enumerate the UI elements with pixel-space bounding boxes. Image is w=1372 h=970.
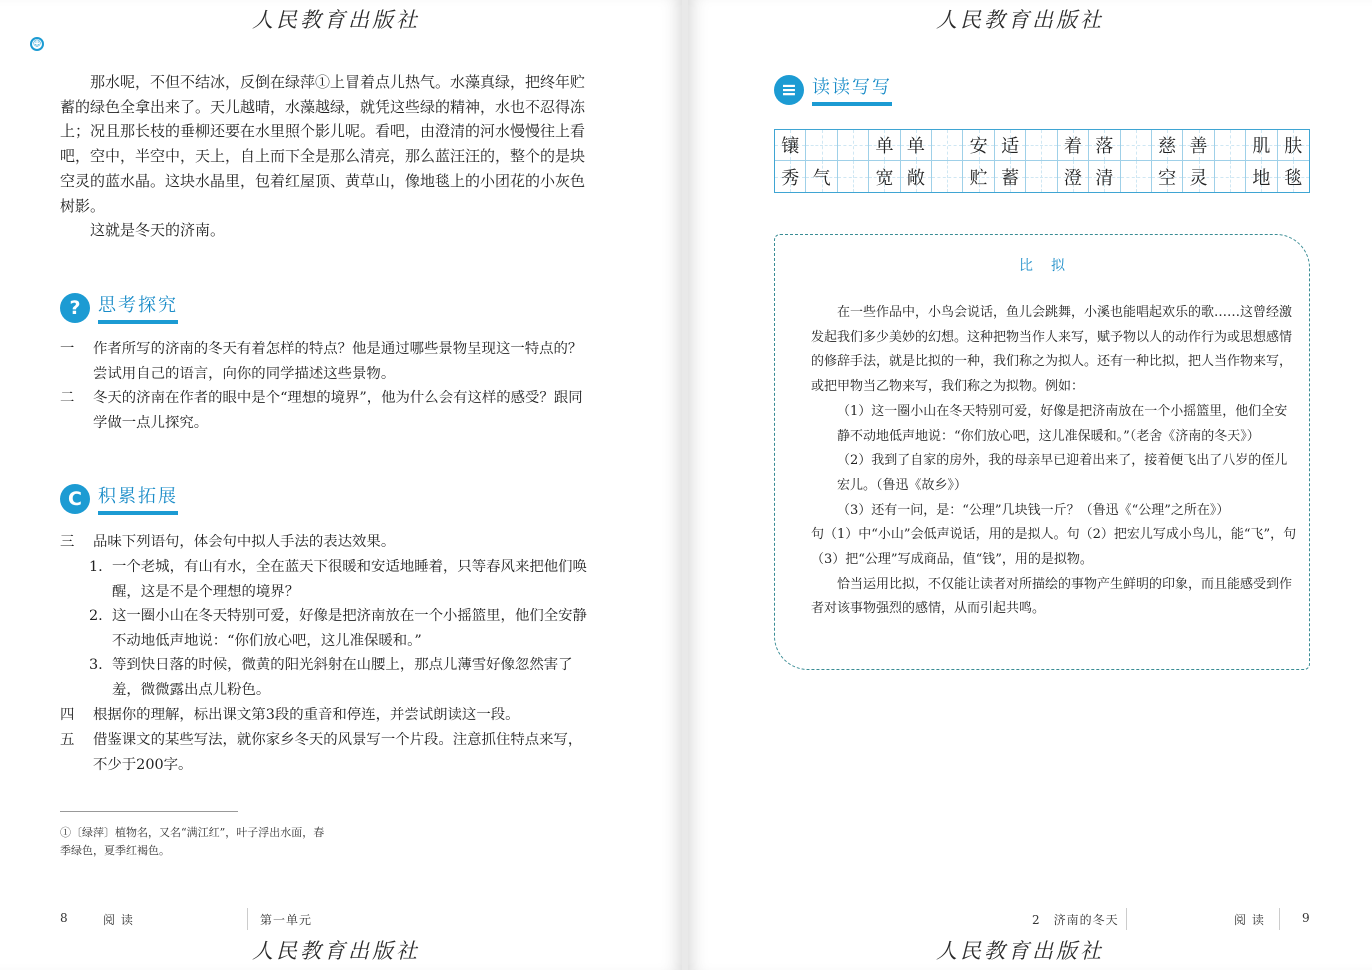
grid-character: 安 bbox=[969, 136, 988, 157]
grid-cell bbox=[1121, 130, 1152, 161]
smiley-icon: ☺ bbox=[30, 37, 44, 51]
grid-cell bbox=[901, 161, 932, 192]
grid-cell bbox=[1183, 161, 1214, 192]
passage-text bbox=[60, 70, 595, 243]
sub-question-text: 这一圈小山在冬天特别可爱，好像是把济南放在一个小摇篮里，他们全安静不动地低声地说：“你们放心吧，这儿准保暖和。” bbox=[112, 608, 587, 649]
section-heading-extend bbox=[60, 482, 178, 515]
box-analysis: 句（1）中“小山”会低声说话，用的是拟人。句（2）把宏儿写成小鸟儿，能“飞”，句（3）把“公理”写成商品，值“钱”，用的是拟物。 bbox=[811, 527, 1297, 568]
question-number: 四 bbox=[60, 707, 75, 723]
footer-divider bbox=[247, 908, 248, 930]
left-page bbox=[0, 0, 682, 970]
grid-character: 善 bbox=[1189, 136, 1208, 157]
question-number: 三 bbox=[60, 534, 75, 550]
grid-character: 蓄 bbox=[1001, 167, 1020, 189]
sub-question-item bbox=[60, 653, 596, 702]
grid-cell bbox=[932, 161, 963, 192]
box-example bbox=[811, 449, 1297, 498]
sub-question-text: 一个老城，有山有水，全在蓝天下很暖和安适地睡着，只等春风来把他们唤醒，这是不是个理想的境界？ bbox=[112, 559, 587, 600]
grid-cell bbox=[1121, 161, 1152, 192]
section-title: 积累拓展 bbox=[98, 482, 178, 515]
grid-cell bbox=[995, 161, 1026, 192]
grid-character: 宽 bbox=[875, 167, 894, 189]
grid-cell bbox=[838, 161, 869, 192]
grid-cell bbox=[838, 130, 869, 161]
word-grid bbox=[774, 129, 1310, 193]
section-title: 读读写写 bbox=[812, 73, 892, 106]
question-text: 冬天的济南在作者的眼中是个“理想的境界”，他为什么会有这样的感受？跟同学做一点儿探究。 bbox=[93, 390, 583, 431]
grid-cell bbox=[1183, 130, 1214, 161]
grid-cell bbox=[1089, 161, 1120, 192]
footer-label: 阅 读 bbox=[103, 913, 134, 927]
grid-character: 空 bbox=[1158, 167, 1177, 189]
grid-cell bbox=[1058, 161, 1089, 192]
grid-character: 单 bbox=[875, 136, 894, 157]
section-heading-think bbox=[60, 291, 178, 324]
grid-cell bbox=[1246, 130, 1277, 161]
grid-character: 秀 bbox=[781, 167, 800, 189]
example-text: （2）我到了自家的房外，我的母亲早已迎着出来了，接着便飞出了八岁的侄儿宏儿。（鲁迅《故乡》） bbox=[837, 453, 1288, 493]
grid-cell bbox=[1026, 161, 1057, 192]
grid-character: 毯 bbox=[1284, 167, 1303, 189]
passage-paragraph: 这就是冬天的济南。 bbox=[90, 221, 226, 240]
question-item bbox=[60, 386, 596, 435]
grid-cell bbox=[1278, 161, 1309, 192]
page-number: 9 bbox=[1302, 911, 1311, 925]
grid-character: 肌 bbox=[1252, 136, 1271, 157]
grid-cell bbox=[1152, 130, 1183, 161]
grid-character: 镶 bbox=[781, 136, 800, 157]
grid-character: 地 bbox=[1252, 167, 1271, 189]
grid-cell bbox=[1152, 161, 1183, 192]
page-number: 8 bbox=[60, 911, 69, 925]
publisher-logo-bottom: 人民教育出版社 bbox=[252, 939, 420, 963]
sub-question-number: 1. bbox=[89, 559, 103, 575]
grid-cell bbox=[806, 161, 837, 192]
question-text: 借鉴课文的某些写法，就你家乡冬天的风景写一个片段。注意抓住特点来写，不少于200字。 bbox=[93, 732, 583, 773]
grid-character: 着 bbox=[1063, 136, 1082, 157]
question-text: 根据你的理解，标出课文第3段的重音和停连，并尝试朗读这一段。 bbox=[93, 707, 520, 723]
grid-character: 灵 bbox=[1189, 167, 1208, 189]
box-intro: 在一些作品中，小鸟会说话，鱼儿会跳舞，小溪也能唱起欢乐的歌……这曾经激发起我们多少美妙的幻想。这种把物当作人来写，赋予物以人的动作行为或思想感情的修辞手法，就是比拟的一种，我们称之为拟人。还有一种比拟，把人当作物来写，或把甲物当乙物来写，我们称之为拟物。例如： bbox=[811, 305, 1293, 395]
footnote-divider bbox=[60, 811, 238, 812]
grid-cell bbox=[963, 161, 994, 192]
grid-character: 单 bbox=[906, 136, 925, 157]
box-example bbox=[811, 400, 1297, 449]
section-heading-readwrite bbox=[774, 73, 892, 106]
grid-cell bbox=[1215, 161, 1246, 192]
question-icon: ? bbox=[60, 293, 90, 323]
question-number: 五 bbox=[60, 732, 75, 748]
grid-character: 气 bbox=[812, 167, 831, 189]
footer-lesson: 2 济南的冬天 bbox=[1032, 913, 1119, 927]
sub-question-number: 3. bbox=[89, 657, 103, 673]
grid-character: 慈 bbox=[1158, 136, 1177, 157]
passage-paragraph: 那水呢，不但不结冰，反倒在绿萍①上冒着点儿热气。水藻真绿，把终年贮蓄的绿色全拿出来了。天儿越晴，水藻越绿，就凭这些绿的精神，水也不忍得冻上；况且那长枝的垂柳还要在水里照个影儿呢。看吧，由澄清的河水慢慢往上看吧，空中，半空中，天上，自上而下全是那么清亮，那么蓝汪汪的，整个的是块空灵的蓝水晶。这块水晶里，包着红屋顶、黄草山，像地毯上的小团花的小灰色树影。 bbox=[60, 73, 586, 215]
question-item bbox=[60, 728, 596, 777]
sub-question-number: 2. bbox=[89, 608, 103, 624]
grid-character: 清 bbox=[1095, 167, 1114, 189]
footer-divider bbox=[1279, 908, 1280, 930]
example-text: （3）还有一问，是：“公理”几块钱一斤？（鲁迅《“公理”之所在》） bbox=[837, 502, 1230, 518]
grid-character: 贮 bbox=[969, 167, 988, 189]
grid-cell bbox=[932, 130, 963, 161]
refresh-icon: C bbox=[60, 484, 90, 514]
footer-unit: 第一单元 bbox=[260, 913, 313, 927]
box-title: 比拟 bbox=[1019, 258, 1083, 274]
footer-divider bbox=[1126, 908, 1127, 930]
grid-cell bbox=[1026, 130, 1057, 161]
box-conclusion: 恰当运用比拟，不仅能让读者对所描绘的事物产生鲜明的印象，而且能感受到作者对该事物强烈的感情，从而引起共鸣。 bbox=[811, 576, 1293, 617]
grid-cell bbox=[869, 161, 900, 192]
example-text: （1）这一圈小山在冬天特别可爱，好像是把济南放在一个小摇篮里，他们全安静不动地低声地说：“你们放心吧，这儿准保暖和。”（老舍《济南的冬天》） bbox=[837, 403, 1288, 444]
sub-question-item bbox=[60, 604, 596, 653]
list-icon: ≡ bbox=[774, 75, 804, 105]
grid-cell bbox=[1058, 130, 1089, 161]
grid-character: 肤 bbox=[1284, 136, 1303, 157]
question-item bbox=[60, 530, 596, 555]
right-page bbox=[688, 0, 1372, 970]
grid-cell bbox=[869, 130, 900, 161]
box-example bbox=[811, 499, 1297, 524]
grid-cell bbox=[1089, 130, 1120, 161]
grid-character: 澄 bbox=[1063, 167, 1082, 189]
grid-cell bbox=[775, 161, 806, 192]
footnote: ①〔绿萍〕植物名，又名“满江红”，叶子浮出水面，春季绿色，夏季红褐色。 bbox=[60, 826, 325, 857]
publisher-logo-top: 人民教育出版社 bbox=[936, 8, 1104, 32]
publisher-logo-bottom: 人民教育出版社 bbox=[936, 939, 1104, 963]
grid-character: 敞 bbox=[906, 167, 925, 189]
grid-character: 落 bbox=[1095, 136, 1114, 157]
grid-character: 适 bbox=[1001, 136, 1020, 157]
question-number: 一 bbox=[60, 341, 75, 357]
grid-cell bbox=[963, 130, 994, 161]
section-title: 思考探究 bbox=[98, 291, 178, 324]
box-body bbox=[811, 301, 1297, 622]
grid-cell bbox=[1246, 161, 1277, 192]
question-number: 二 bbox=[60, 390, 75, 406]
publisher-logo-top: 人民教育出版社 bbox=[252, 8, 420, 32]
footer-label: 阅 读 bbox=[1234, 913, 1265, 927]
knowledge-box bbox=[774, 234, 1310, 670]
question-text: 作者所写的济南的冬天有着怎样的特点？他是通过哪些景物呈现这一特点的？尝试用自己的语言，向你的同学描述这些景物。 bbox=[93, 341, 583, 382]
question-item bbox=[60, 703, 596, 728]
grid-cell bbox=[1215, 130, 1246, 161]
sub-question-text: 等到快日落的时候，微黄的阳光斜射在山腰上，那点儿薄雪好像忽然害了羞，微微露出点儿粉色。 bbox=[112, 657, 573, 698]
grid-cell bbox=[775, 130, 806, 161]
grid-cell bbox=[995, 130, 1026, 161]
question-item bbox=[60, 337, 596, 386]
grid-cell bbox=[806, 130, 837, 161]
grid-cell bbox=[901, 130, 932, 161]
sub-question-item bbox=[60, 555, 596, 604]
grid-cell bbox=[1278, 130, 1309, 161]
question-text: 品味下列语句，体会句中拟人手法的表达效果。 bbox=[93, 534, 396, 550]
